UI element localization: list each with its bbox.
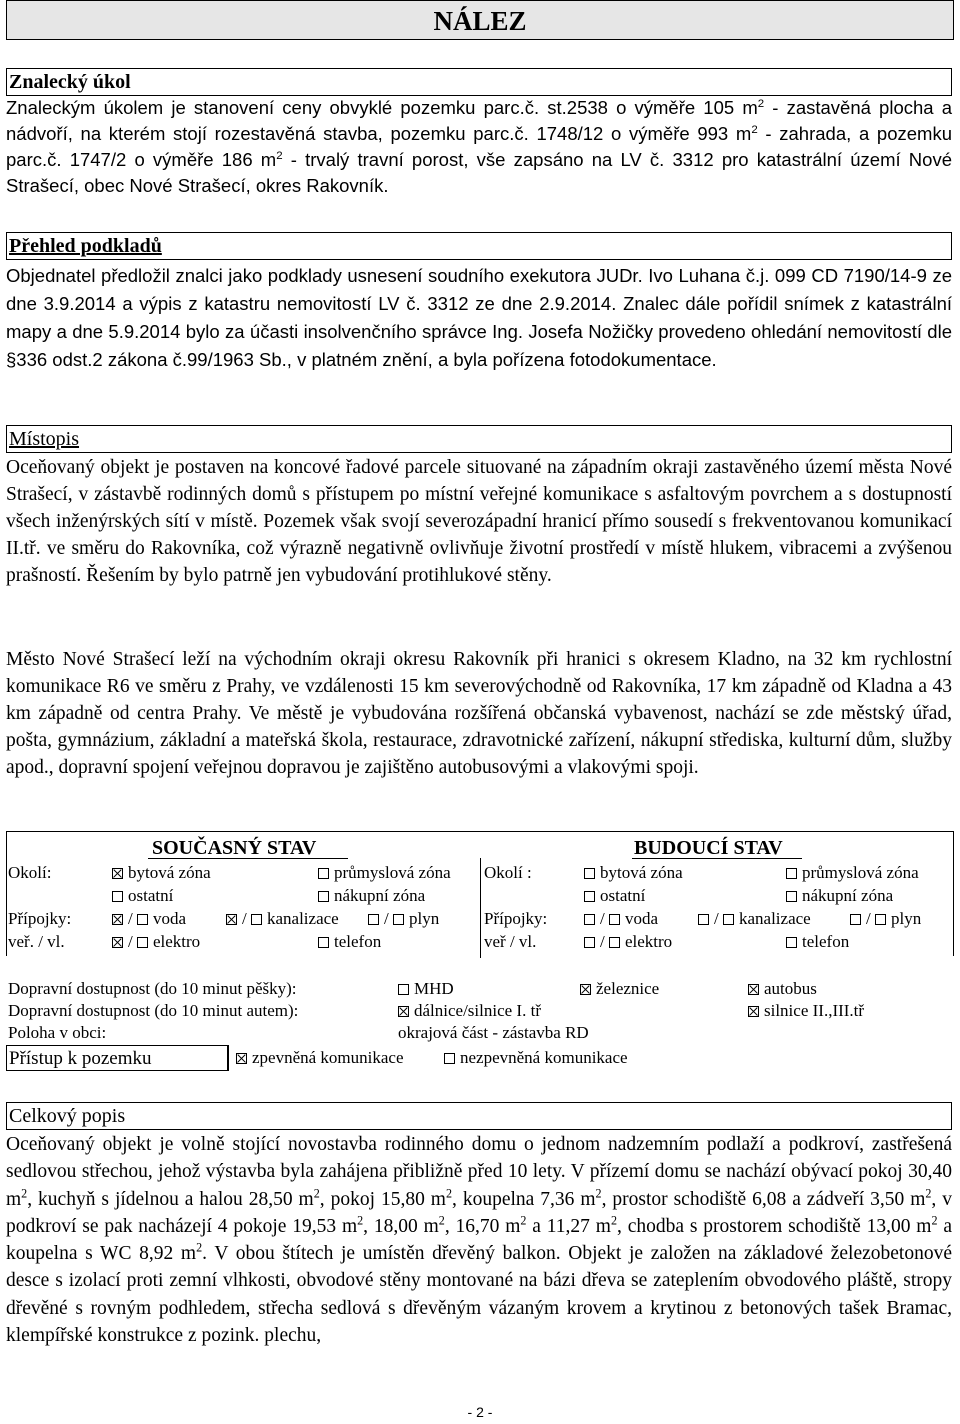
superscript: 2: [931, 1213, 938, 1228]
superscript: 2: [595, 1186, 602, 1201]
page-title: NÁLEZ: [6, 0, 954, 40]
page-number: - 2 -: [467, 1404, 493, 1420]
checkbox-icon: [609, 937, 620, 948]
checkbox-icon: [137, 914, 148, 925]
heading-text: Místopis: [9, 428, 80, 450]
label: plyn: [890, 909, 922, 928]
access-autobus: [748, 978, 817, 1000]
access-zeleznice: [580, 978, 659, 1000]
paragraph-znalecky-ukol: [6, 95, 952, 199]
pristup-zpevnena: [236, 1047, 404, 1069]
text-part: , chodba s prostorem schodiště 13,00 m: [616, 1215, 932, 1237]
current-elektro: [112, 931, 200, 953]
label: bytová zóna: [128, 863, 211, 882]
pristup-label: Přístup k pozemku: [6, 1045, 228, 1071]
text-part: Oceňovaný objekt je volně stojící novostavba rodinného domu o jednom nadzemním podlaží a podkroví, zastřešená sedlovou střechou, jehož výstavba byla zahájena přibližně před 10 lety. V přízemí domu se nachází obývací pokoj 30,40 m: [6, 1134, 952, 1210]
current-plyn: [368, 908, 439, 930]
slash: /: [866, 909, 871, 928]
checkbox-icon: [318, 891, 329, 902]
heading-mistopis: [6, 425, 952, 453]
superscript: 2: [438, 1213, 445, 1228]
label: plyn: [408, 909, 440, 928]
label: průmyslová zóna: [802, 863, 919, 882]
heading-prehled-podkladu: [6, 232, 952, 260]
label: ostatní: [128, 886, 174, 905]
superscript: 2: [313, 1186, 320, 1201]
label: dálnice/silnice I. tř: [414, 1001, 541, 1020]
heading-celkovy-popis: Celkový popis: [6, 1102, 952, 1130]
current-okoli-label: Okolí:: [8, 863, 52, 882]
current-voda: [112, 908, 186, 930]
label: voda: [152, 909, 187, 928]
text-part: , 16,70 m: [444, 1215, 521, 1237]
checkbox-icon: [137, 937, 148, 948]
superscript: 2: [196, 1240, 203, 1255]
slash: /: [128, 932, 133, 951]
checkbox-icon: [850, 914, 861, 925]
superscript: 2: [610, 1213, 617, 1228]
access-dalnice: [398, 1000, 541, 1022]
paragraph-mistopis-2: Město Nové Strašecí leží na východním okraji okresu Rakovník při hranici s okresem Kladno, na 32 km rychlostní komunikace R6 ve směru z Prahy, ve vzdálenosti 15 km severovýchodně od Rakovníka, 17 km západně od Kladna a 43 km západně od centra Prahy. Ve městě je vybudována rozšířená občanská vybavenost, nachází se zde městský úřad, pošta, gymnázium, základní a mateřská škola, restaurace, zdravotnické zařízení, nákupní střediska, kulturní dům, služby apod., dopravní spojení veřejnou dopravou je zajištěno autobusovými a vlakovými spoji.: [6, 649, 952, 778]
current-pripojky-label: Přípojky:: [8, 909, 72, 928]
slash: /: [600, 932, 605, 951]
pristup-nezpevnena: [444, 1047, 628, 1069]
paragraph-celkovy-popis: [6, 1131, 952, 1349]
superscript: 2: [357, 1213, 364, 1228]
future-nakupni: [786, 885, 893, 907]
text-part: , 18,00 m: [363, 1215, 439, 1237]
checkbox-icon: [368, 914, 379, 925]
current-bytova: [112, 862, 211, 884]
checked-box-icon: [112, 937, 123, 948]
label: voda: [624, 909, 659, 928]
future-okoli-label: Okolí :: [484, 863, 532, 882]
future-telefon: [786, 931, 849, 953]
checkbox-icon: [786, 891, 797, 902]
superscript: 2: [21, 1186, 28, 1201]
label: telefon: [802, 932, 850, 951]
current-telefon: [318, 931, 381, 953]
walk-access-label: Dopravní dostupnost (do 10 minut pěšky):: [8, 979, 297, 998]
future-ostatni: [584, 885, 645, 907]
superscript: 2: [751, 123, 758, 136]
text-part: a koupelna s WC 8,92 m: [6, 1215, 952, 1265]
checkbox-icon: [393, 914, 404, 925]
checked-box-icon: [112, 868, 123, 879]
checked-box-icon: [580, 984, 591, 995]
label: nákupní zóna: [334, 886, 426, 905]
text-part: - zastavěná plocha a nádvoří, na kterém stojí rozestavěná stavba, pozemku parc.č. 1748/12 o výměře 993 m: [6, 97, 953, 144]
access-mhd: [398, 978, 454, 1000]
heading-znalecky-ukol: Znalecký úkol: [6, 68, 952, 96]
future-bytova: [584, 862, 683, 884]
slash: /: [242, 909, 247, 928]
text-part: , v podkroví se pak nacházejí 4 pokoje 19,53 m: [6, 1188, 952, 1237]
car-access-label: Dopravní dostupnost (do 10 minut autem):: [8, 1001, 299, 1020]
label: železnice: [596, 979, 660, 998]
future-plyn: [850, 908, 921, 930]
current-prumyslova: [318, 862, 451, 884]
text-part: , prostor schodiště 6,08 a zádveří 3,50 m: [601, 1188, 926, 1210]
slash: /: [128, 909, 133, 928]
checkbox-icon: [584, 937, 595, 948]
paragraph-mistopis-1: Oceňovaný objekt je postaven na koncové řadové parcele situované na západním okraji zastavěného území města Nové Strašecí, v zástavbě rodinných domů s přístupem po místní veřejné komunikace s asfaltovým povrchem a s dostupností všech inženýrských sítí v místě. Pozemek však svojí severozápadní hranicí přímo sousedí s frekventovanou komunikací II.tř. ve směru do Rakovníka, což výrazně negativně ovlivňuje životní prostředí v místě hlukem, vibracemi a zvýšenou prašností. Řešením by bylo patrně jen vybudování protihlukové stěny.: [6, 457, 952, 586]
checkbox-icon: [584, 891, 595, 902]
text-part: , pokoj 15,80 m: [319, 1188, 446, 1210]
superscript: 2: [445, 1186, 452, 1201]
label: nákupní zóna: [802, 886, 894, 905]
label: ostatní: [600, 886, 646, 905]
checkbox-icon: [444, 1053, 455, 1064]
label: kanalizace: [738, 909, 811, 928]
superscript: 2: [925, 1186, 932, 1201]
slash: /: [714, 909, 719, 928]
state-divider: [480, 858, 481, 958]
checkbox-icon: [786, 868, 797, 879]
heading-text: Přehled podkladů: [9, 235, 162, 257]
checked-box-icon: [748, 984, 759, 995]
label: elektro: [152, 932, 201, 951]
superscript: 2: [276, 149, 283, 162]
paragraph-prehled-podkladu: Objednatel předložil znalci jako podklady usnesení soudního exekutora JUDr. Ivo Luhana č.j. 099 CD 7190/14-9 ze dne 3.9.2014 a výpis z katastru nemovitostí LV č. 3312 ze dne 2.9.2014. Znalec dále pořídil snímek z katastrální mapy a dne 5.9.2014 bylo za účasti insolvenčního správce Ing. Josefa Nožičky provedeno ohledání nemovitostí dle §336 odst.2 zákona č.99/1963 Sb., v platném znění, a byla pořízena fotodokumentace.: [6, 265, 952, 370]
checked-box-icon: [226, 914, 237, 925]
future-pripojky-label: Přípojky:: [484, 909, 548, 928]
label: zpevněná komunikace: [252, 1048, 404, 1067]
current-nakupni: [318, 885, 425, 907]
poloha-label: Poloha v obci:: [8, 1023, 107, 1042]
checkbox-icon: [584, 868, 595, 879]
superscript: 2: [757, 97, 765, 110]
text-part: Znaleckým úkolem je stanovení ceny obvyklé pozemku parc.č. st.2538 o výměře 105 m: [6, 97, 758, 118]
slash: /: [384, 909, 389, 928]
checkbox-icon: [318, 868, 329, 879]
checkbox-icon: [112, 891, 123, 902]
label: telefon: [334, 932, 382, 951]
checkbox-icon: [875, 914, 886, 925]
checked-box-icon: [236, 1053, 247, 1064]
current-ver-label: veř. / vl.: [8, 932, 65, 951]
text-part: - zahrada, a pozemku parc.č. 1747/2 o výměře 186 m: [6, 123, 953, 170]
future-state-heading: BUDOUCÍ STAV: [634, 837, 783, 859]
text-part: - trvalý travní porost, vše zapsáno na LV č. 3312 pro katastrální území Nové Strašecí, obec Nové Strašecí, okres Rakovník.: [6, 149, 952, 196]
future-ver-label: veř / vl.: [484, 932, 537, 951]
checkbox-icon: [698, 914, 709, 925]
text-part: , kuchyň s jídelnou a halou 28,50 m: [27, 1188, 314, 1210]
label: silnice II.,III.tř: [764, 1001, 865, 1020]
label: elektro: [624, 932, 673, 951]
future-voda: [584, 908, 658, 930]
checked-box-icon: [398, 1006, 409, 1017]
checkbox-icon: [786, 937, 797, 948]
checked-box-icon: [748, 1006, 759, 1017]
checkbox-icon: [723, 914, 734, 925]
poloha-value: okrajová část - zástavba RD: [398, 1023, 589, 1042]
checkbox-icon: [318, 937, 329, 948]
pristup-divider: [228, 1045, 229, 1071]
access-silnice: [748, 1000, 864, 1022]
current-ostatni: [112, 885, 173, 907]
label: MHD: [414, 979, 454, 998]
label: průmyslová zóna: [334, 863, 451, 882]
slash: /: [600, 909, 605, 928]
future-prumyslova: [786, 862, 919, 884]
label: kanalizace: [266, 909, 339, 928]
text-part: a 11,27 m: [526, 1215, 611, 1237]
future-elektro: [584, 931, 672, 953]
future-kanalizace: [698, 908, 811, 930]
label: bytová zóna: [600, 863, 683, 882]
checked-box-icon: [112, 914, 123, 925]
checkbox-icon: [609, 914, 620, 925]
current-state-heading: SOUČASNÝ STAV: [152, 837, 317, 859]
checkbox-icon: [398, 984, 409, 995]
text-part: , koupelna 7,36 m: [452, 1188, 596, 1210]
label: nezpevněná komunikace: [460, 1048, 628, 1067]
current-kanalizace: [226, 908, 339, 930]
checkbox-icon: [251, 914, 262, 925]
checkbox-icon: [584, 914, 595, 925]
superscript: 2: [520, 1213, 527, 1228]
text-part: . V obou štítech je umístěn dřevěný balkon. Objekt je založen na základové železobetonové desce s izolací proti zemní vlhkosti, obvodové stěny montované na bázi dřeva se zateplením obvodového pláště, stropy dřevěné s rovným podhledem, střecha sedlová s dřevěným vázaným krovem a krytinou z betonových tašek Bramac, klempířské konstrukce z pozink. plechu,: [6, 1243, 952, 1347]
label: autobus: [764, 979, 817, 998]
